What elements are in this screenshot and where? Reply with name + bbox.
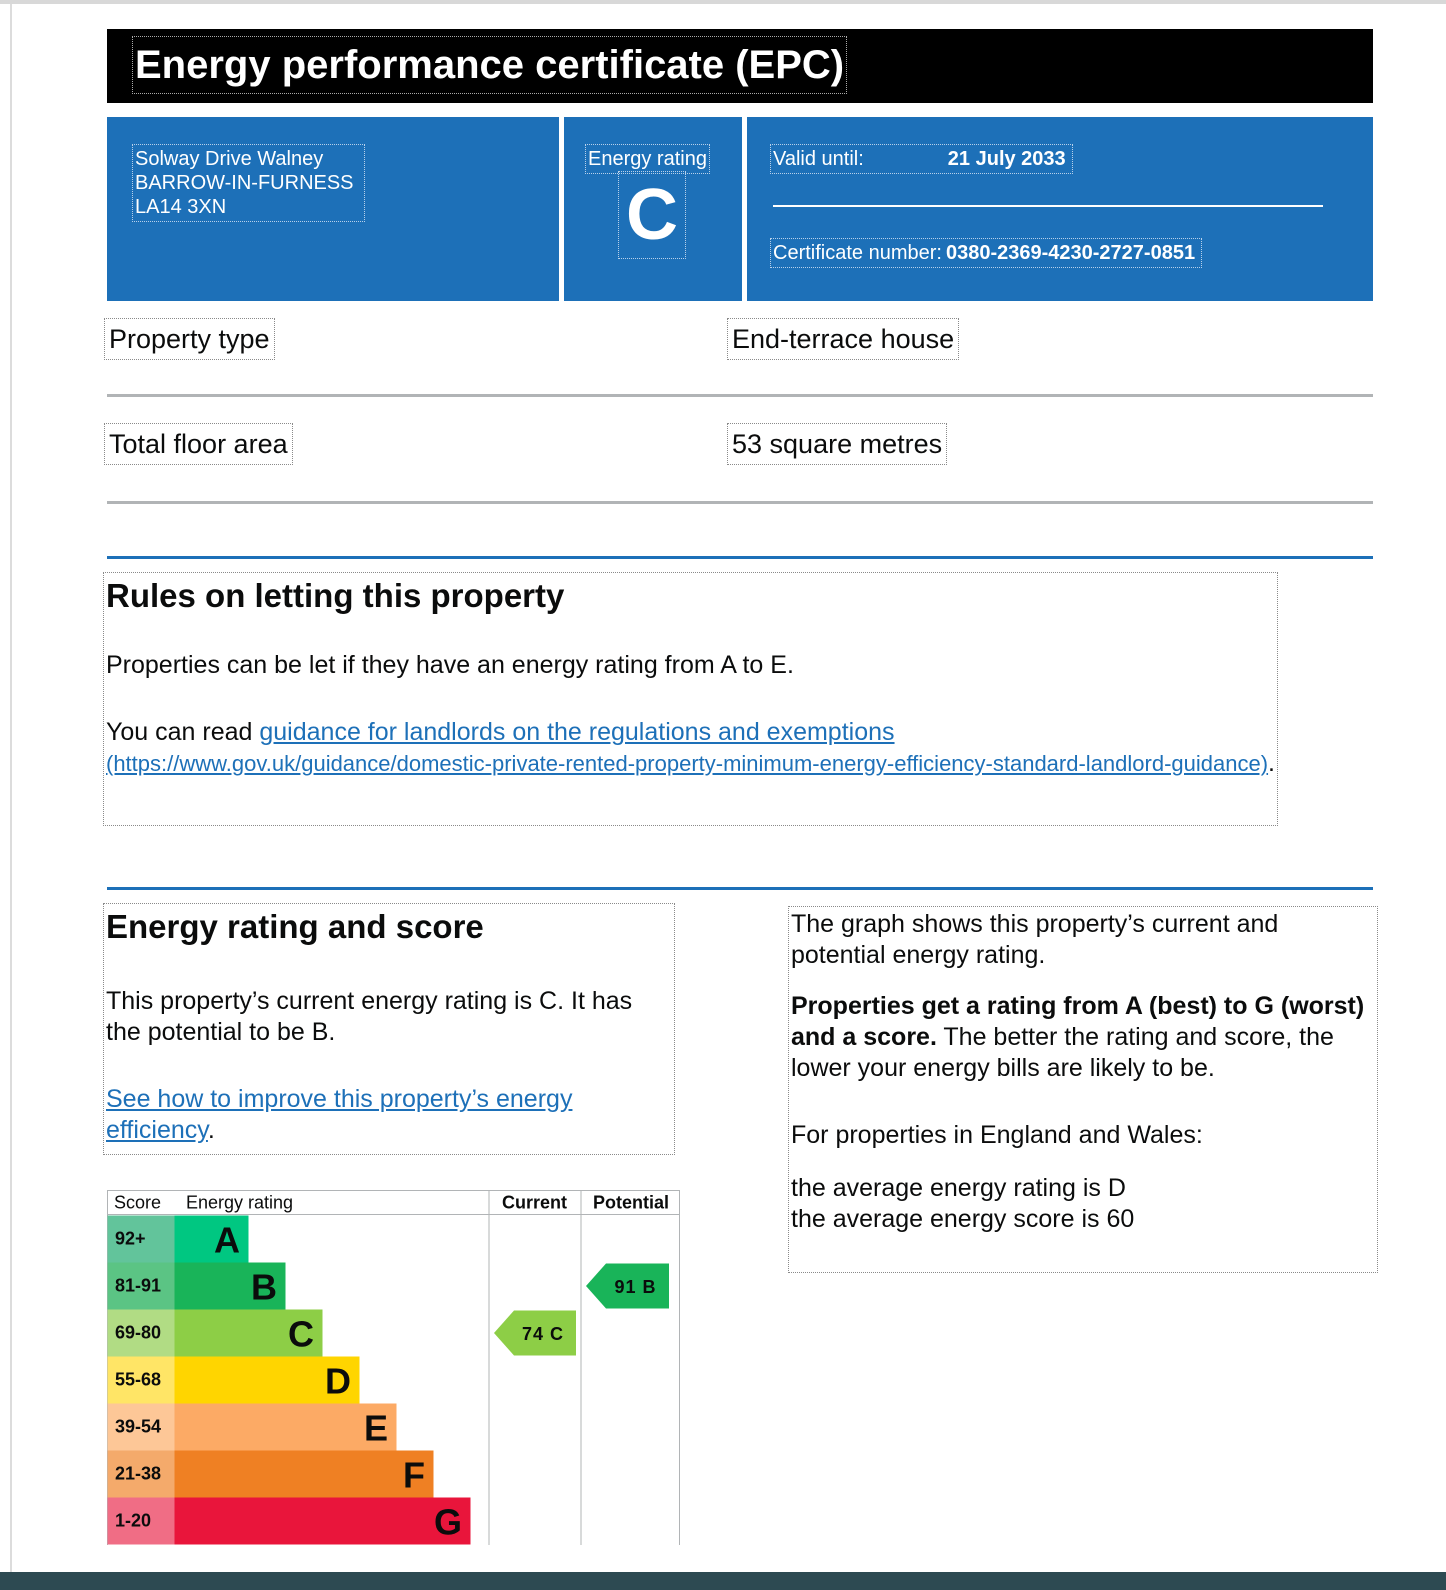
rating-letter-d: D bbox=[325, 1360, 351, 1402]
rating-letter-c: C bbox=[288, 1313, 314, 1355]
energy-rating-chart-svg bbox=[107, 1189, 691, 1545]
guidance-prefix: You can read bbox=[106, 718, 260, 746]
score-range-c: 69-80 bbox=[115, 1322, 162, 1343]
score-range-e: 39-54 bbox=[115, 1416, 162, 1437]
score-range-g: 1-20 bbox=[115, 1510, 152, 1531]
improve-suffix: . bbox=[207, 1116, 215, 1144]
current-rating-text: This property’s current energy rating is C. It has the potential to be B. bbox=[106, 987, 633, 1046]
rating-letter-f: F bbox=[403, 1454, 425, 1496]
valid-until-label: Valid until: bbox=[773, 148, 864, 170]
property-address bbox=[135, 147, 362, 219]
page-title: Energy performance certificate (EPC) bbox=[135, 39, 844, 91]
section-divider bbox=[107, 887, 1373, 890]
window-top-edge bbox=[0, 0, 1446, 4]
graph-description: The graph shows this property’s current and potential energy rating. bbox=[791, 910, 1279, 969]
score-range-b: 81-91 bbox=[115, 1275, 162, 1296]
section-divider bbox=[107, 556, 1373, 559]
rating-letter-g: G bbox=[433, 1501, 462, 1543]
rating-letter-e: E bbox=[363, 1407, 388, 1449]
rating-scale-text bbox=[791, 991, 1375, 1084]
score-range-d: 55-68 bbox=[115, 1369, 162, 1390]
energy-rating-score-heading: Energy rating and score bbox=[106, 908, 484, 945]
landlord-guidance-text bbox=[106, 717, 1275, 748]
improve-efficiency-link[interactable]: See how to improve this property’s energy efficiency bbox=[106, 1085, 573, 1144]
divider bbox=[107, 501, 1373, 504]
rating-letter-b: B bbox=[251, 1266, 277, 1308]
score-range-a: 92+ bbox=[115, 1228, 146, 1249]
average-rating: the average energy rating is D bbox=[791, 1174, 1126, 1202]
address-panel bbox=[107, 117, 559, 301]
certificate-title-bar bbox=[107, 29, 1373, 103]
landlord-guidance-url[interactable]: (https://www.gov.uk/guidance/domestic-private-rented-property-minimum-energy-efficiency-standard-landlord-guidance) bbox=[106, 751, 1269, 776]
rating-bar-f bbox=[175, 1451, 434, 1498]
improve-text bbox=[106, 1084, 672, 1146]
potential-rating-label: 91 B bbox=[614, 1277, 657, 1297]
letting-rules-section bbox=[106, 575, 1275, 823]
score-header: Score bbox=[114, 1192, 162, 1213]
property-type-value: End-terrace house bbox=[730, 321, 956, 357]
rating-scale-bold: Properties get a rating from A (best) to G (worst) and a score. bbox=[791, 992, 1365, 1051]
guidance-url-line bbox=[106, 748, 1275, 779]
letting-rules-heading: Rules on letting this property bbox=[106, 577, 565, 614]
current-header: Current bbox=[502, 1192, 568, 1213]
letting-rules-text: Properties can be let if they have an energy rating from A to E. bbox=[106, 651, 794, 679]
average-score: the average energy score is 60 bbox=[791, 1205, 1135, 1233]
rating-scale-rest: The better the rating and score, the lower your energy bills are likely to be. bbox=[791, 1023, 1334, 1082]
energy-rating-panel bbox=[564, 117, 742, 301]
certificate-number: 0380-2369-4230-2727-0851 bbox=[945, 242, 1196, 264]
energy-rating-score-section bbox=[106, 906, 672, 1152]
divider bbox=[107, 394, 1373, 397]
validity-divider bbox=[773, 205, 1323, 207]
certificate-number-row bbox=[773, 241, 1199, 265]
address-line-2: BARROW-IN-FURNESS bbox=[135, 172, 354, 194]
window-bottom-bar bbox=[0, 1572, 1446, 1590]
valid-until-row bbox=[773, 147, 1070, 171]
graph-explanation bbox=[791, 909, 1375, 1270]
current-rating-label: 74 C bbox=[521, 1324, 565, 1344]
energy-rating-letter: C bbox=[621, 174, 683, 256]
potential-header: Potential bbox=[593, 1192, 670, 1213]
property-type-label: Property type bbox=[107, 321, 272, 357]
address-line-1: Solway Drive Walney bbox=[135, 148, 324, 170]
guidance-suffix: . bbox=[1268, 749, 1275, 777]
energy-rating-label: Energy rating bbox=[588, 148, 707, 170]
energy-rating-chart bbox=[107, 1189, 691, 1545]
floor-area-value: 53 square metres bbox=[730, 426, 944, 462]
validity-panel bbox=[747, 117, 1373, 301]
rating-bar-g bbox=[175, 1498, 471, 1545]
energy-rating-header: Energy rating bbox=[186, 1192, 294, 1213]
window-left-edge bbox=[10, 4, 12, 1572]
rating-letter-a: A bbox=[214, 1219, 240, 1261]
floor-area-label: Total floor area bbox=[107, 426, 290, 462]
landlord-guidance-link[interactable]: guidance for landlords on the regulations and exemptions bbox=[259, 718, 895, 746]
valid-until-date: 21 July 2033 bbox=[947, 148, 1066, 170]
score-range-f: 21-38 bbox=[115, 1463, 162, 1484]
regional-heading: For properties in England and Wales: bbox=[791, 1121, 1203, 1149]
address-line-3: LA14 3XN bbox=[135, 196, 227, 218]
certificate-number-label: Certificate number: bbox=[773, 242, 942, 264]
